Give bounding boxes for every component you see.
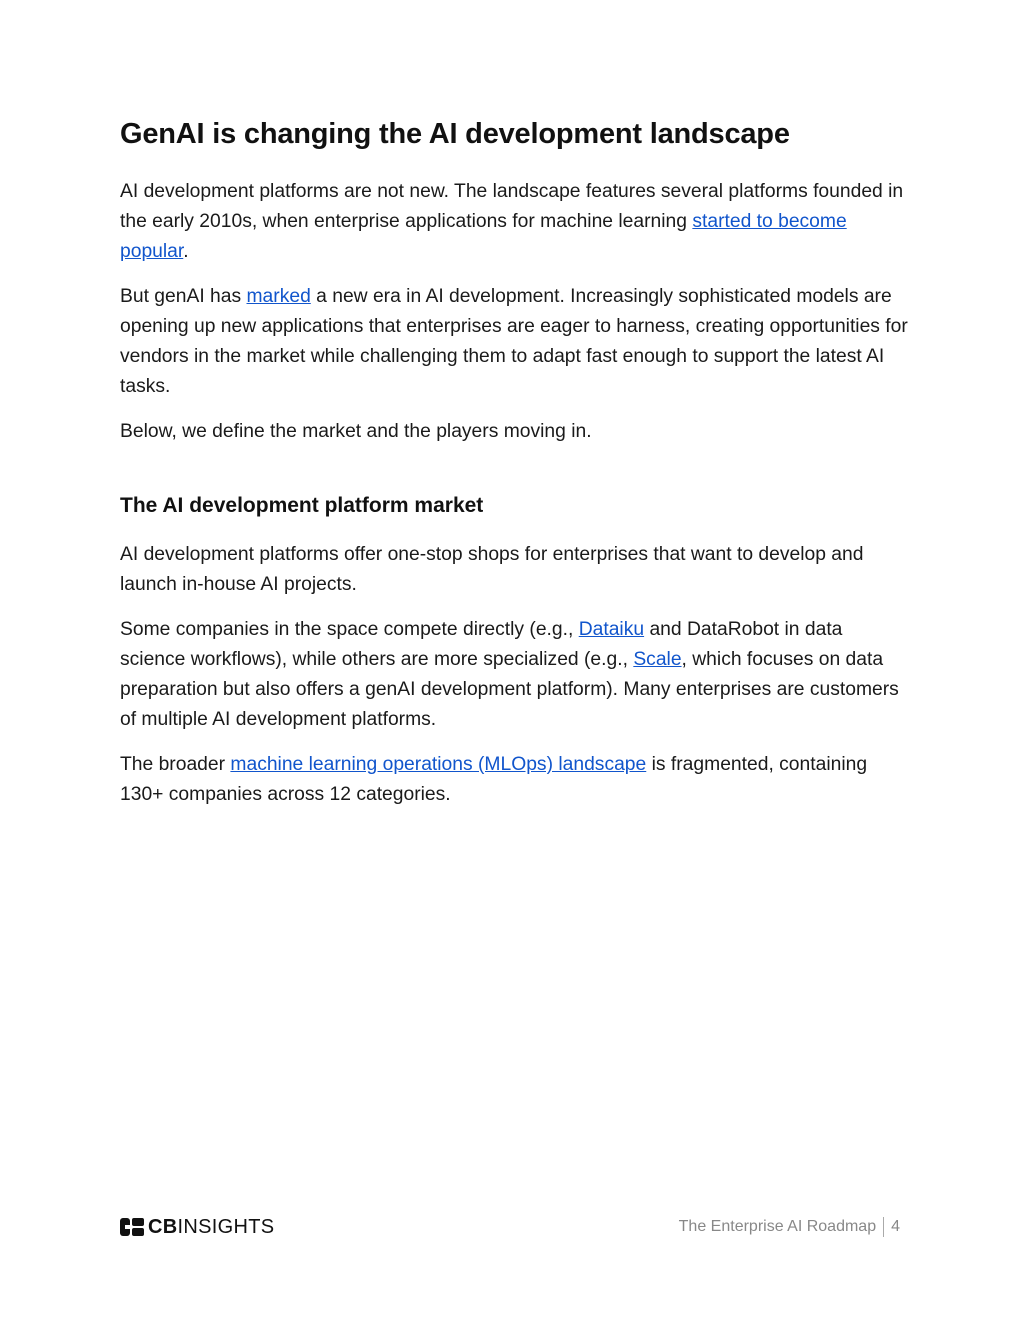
link-mlops-landscape[interactable]: machine learning operations (MLOps) landscape xyxy=(230,754,647,775)
cb-insights-logo: CBINSIGHTS xyxy=(120,1216,274,1238)
paragraph-below: Below, we define the market and the players moving in. xyxy=(120,421,592,442)
link-started-to-become-popular[interactable]: started to become popular xyxy=(120,211,847,262)
paragraph-intro: AI development platforms are not new. The landscape features several platforms founded in the early 2010s, when enterprise applications for machine learning started to become popular. xyxy=(120,181,904,262)
cb-insights-logo-icon xyxy=(120,1218,144,1236)
paragraph-companies: Some companies in the space compete directly (e.g., Dataiku and DataRobot in data science workflows), while others are more specialized (e.g., Scale, which focuses on data preparation but also offers a genAI development platform). Many enterprises are customers of multiple AI development platforms. xyxy=(120,619,899,730)
link-dataiku[interactable]: Dataiku xyxy=(578,619,645,640)
footer-divider xyxy=(883,1217,884,1237)
paragraph-genai: But genAI has marked a new era in AI development. Increasingly sophisticated models are opening up new applications that enterprises are eager to harness, creating opportunities for vendors in the market while challenging them to adapt fast enough to support the latest AI tasks. xyxy=(120,286,908,397)
footer-doc-info xyxy=(679,1217,900,1237)
paragraph-mlops: The broader machine learning operations (MLOps) landscape is fragmented, containing 130+ companies across 12 categories. xyxy=(120,754,868,805)
link-marked[interactable]: marked xyxy=(246,286,311,307)
section-heading: The AI development platform market xyxy=(120,494,484,517)
footer-page-number: 4 xyxy=(891,1218,900,1235)
page-title: GenAI is changing the AI development landscape xyxy=(120,118,790,150)
footer-doc-title: The Enterprise AI Roadmap xyxy=(678,1218,877,1235)
paragraph-platforms: AI development platforms offer one-stop shops for enterprises that want to develop and launch in-house AI projects. xyxy=(120,544,864,595)
link-scale[interactable]: Scale xyxy=(633,649,682,670)
